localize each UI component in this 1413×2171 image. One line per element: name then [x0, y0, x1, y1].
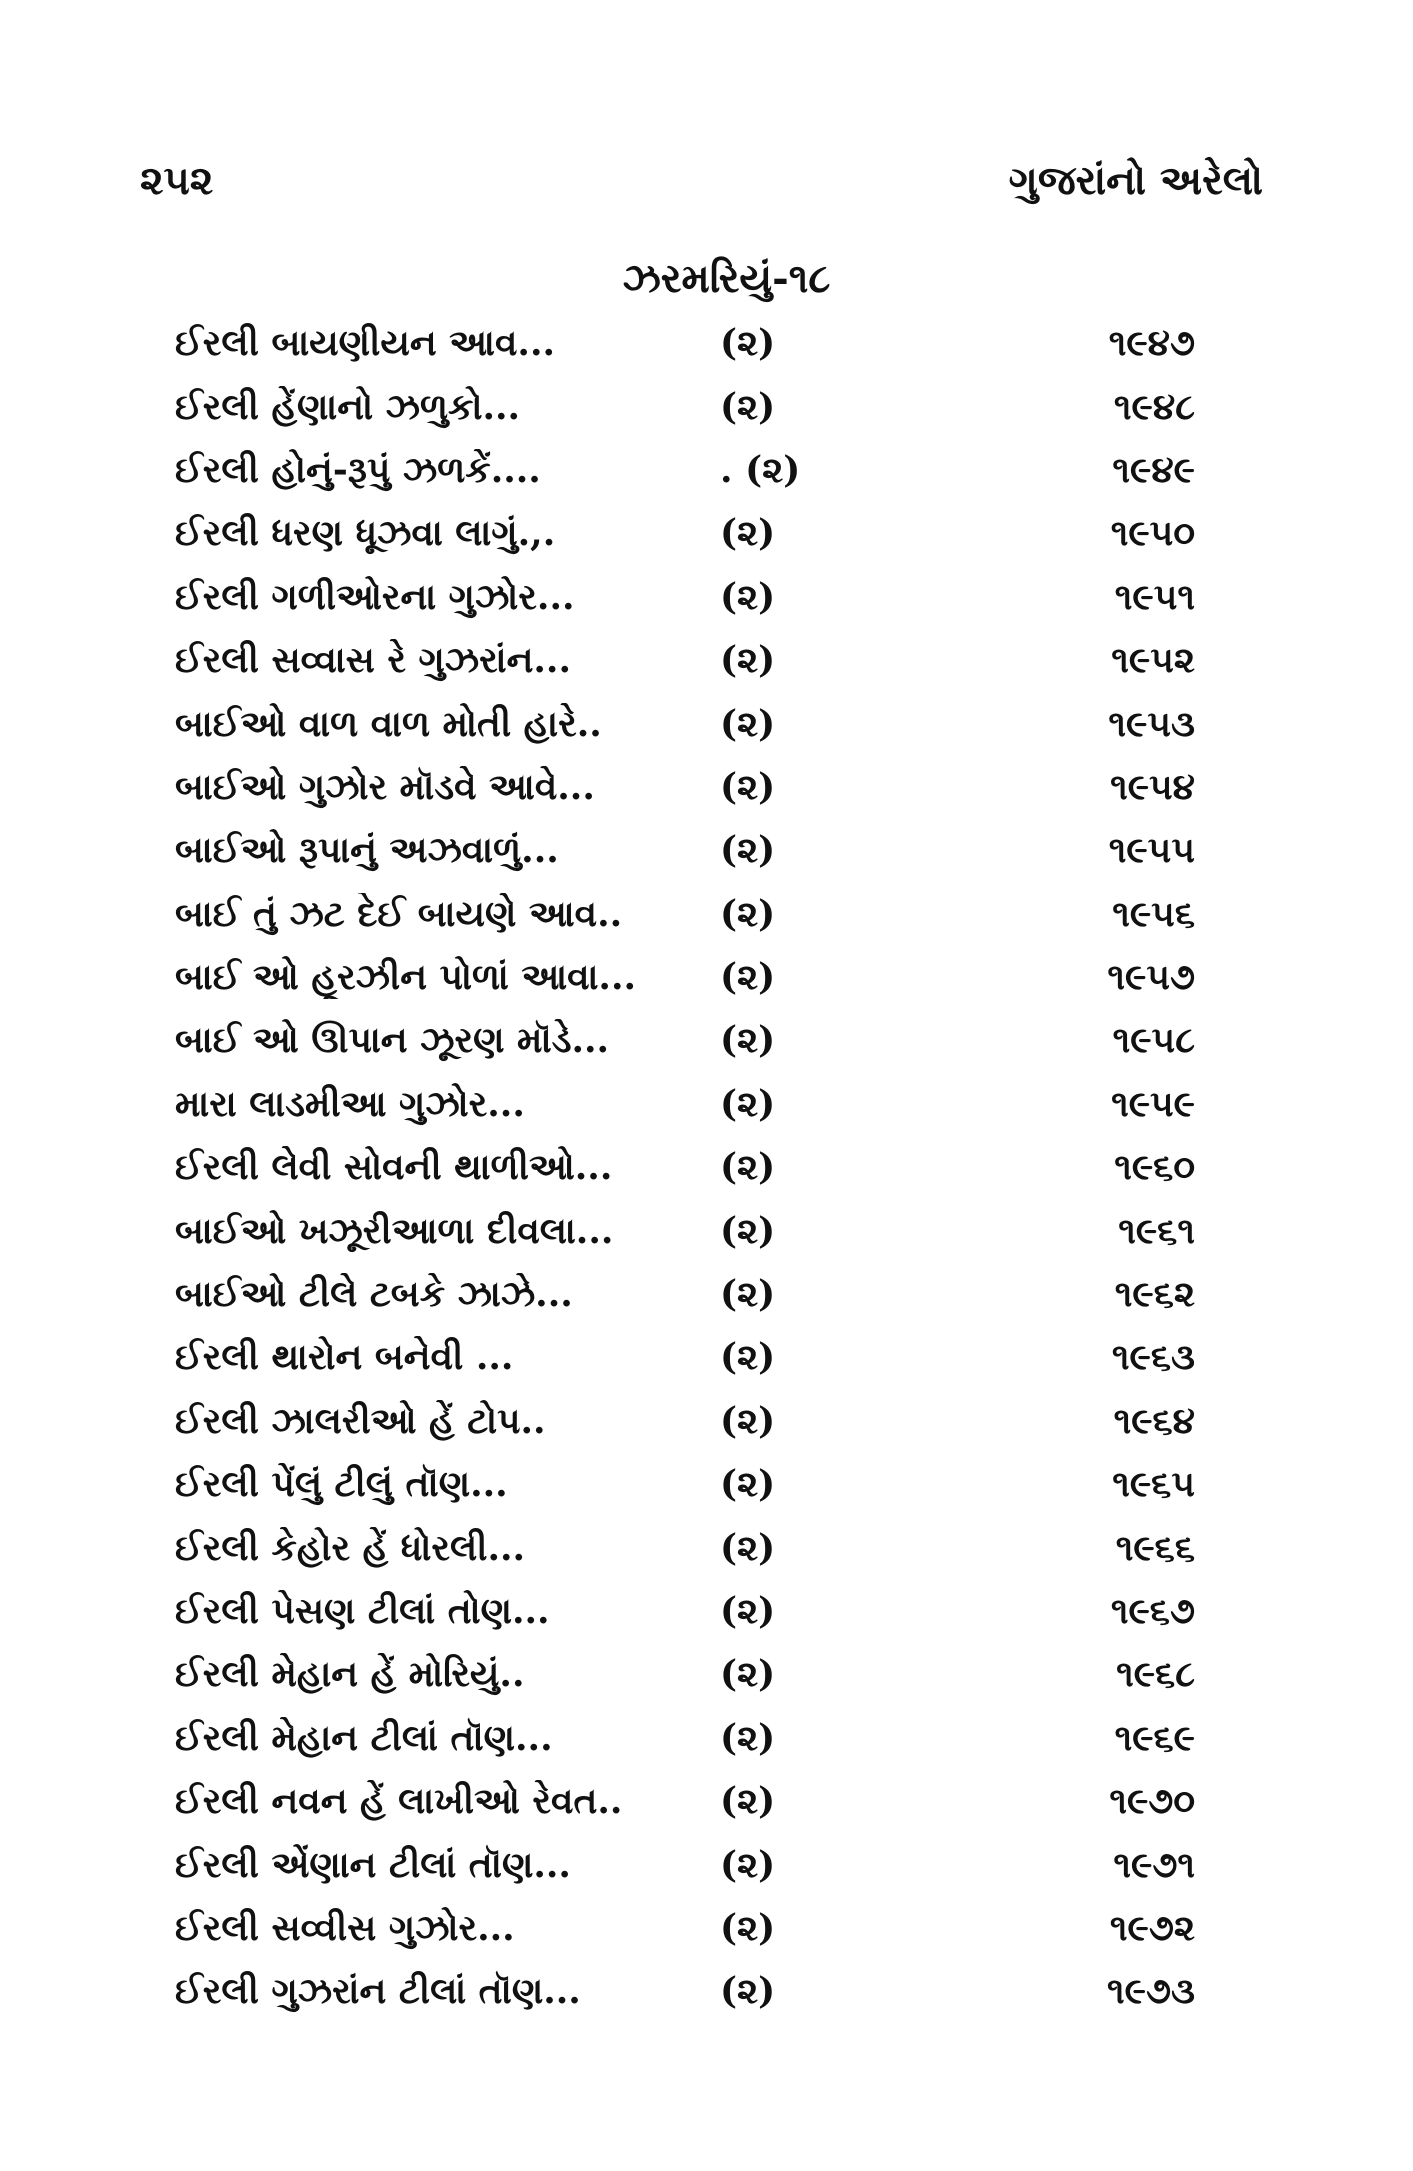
- song-title: ઈરલી કેહોર હેં ધોરલી...: [175, 1526, 526, 1569]
- song-repeat-marker: (૨): [720, 639, 776, 682]
- song-title: બાઈઓ ટીલે ટબકે ઝાઝે...: [175, 1273, 573, 1316]
- song-row: [175, 1960, 1235, 2023]
- song-number: ૧૯૭૨: [1109, 1906, 1195, 1949]
- song-number: ૧૯૫૫: [1108, 829, 1195, 872]
- song-title: ઈરલી ઝાલરીઓ હેં ટોપ..: [175, 1399, 546, 1442]
- song-title: ઈરલી મેહાન ટીલાં તૉણ...: [175, 1716, 553, 1759]
- song-repeat-marker: (૨): [720, 1716, 776, 1759]
- song-number: ૧૯૬૯: [1114, 1716, 1195, 1759]
- song-repeat-marker: (૨): [720, 1209, 776, 1252]
- song-repeat-marker: (૨): [720, 956, 776, 999]
- song-row: [175, 1707, 1235, 1770]
- song-row: [175, 1009, 1235, 1072]
- song-repeat-marker: (૨): [720, 1780, 776, 1823]
- song-row: [175, 375, 1235, 438]
- song-number: ૧૯૬૩: [1111, 1336, 1195, 1379]
- song-number: ૧૯૫૩: [1108, 702, 1195, 745]
- song-row: [175, 1390, 1235, 1453]
- song-repeat-marker: (૨): [720, 1019, 776, 1062]
- song-title: ઈરલી ગળીઓરના ગુઝોર...: [175, 575, 575, 618]
- song-row: [175, 692, 1235, 755]
- song-repeat-marker: (૨): [720, 385, 776, 428]
- song-row: [175, 819, 1235, 882]
- song-title: ઈરલી ગુઝરાંન ટીલાં તૉણ...: [175, 1970, 581, 2013]
- song-repeat-marker: (૨): [720, 1273, 776, 1316]
- song-row: [175, 566, 1235, 629]
- song-list: [175, 312, 1235, 2024]
- song-row: [175, 502, 1235, 565]
- song-number: ૧૯૫૭: [1107, 956, 1195, 999]
- song-number: ૧૯૪૯: [1112, 448, 1195, 491]
- song-repeat-marker: (૨): [720, 1843, 776, 1886]
- song-row: [175, 1770, 1235, 1833]
- song-repeat-marker: (૨): [720, 829, 776, 872]
- book-title: ગુજરાંનો અરેલો: [1008, 156, 1263, 204]
- song-title: બાઈ ઓ ઊપાન ઝૂરણ મૉડે...: [175, 1019, 610, 1062]
- song-title: ઈરલી પેસણ ટીલાં તોણ...: [175, 1590, 550, 1632]
- song-number: ૧૯૬૮: [1116, 1653, 1195, 1696]
- song-row: [175, 1580, 1235, 1643]
- song-title: બાઈઓ ખઝૂરીઆળા દીવલા...: [175, 1209, 614, 1252]
- song-title: ઈરલી ધરણ ધૂઝવા લાગું.,.: [175, 512, 556, 555]
- song-repeat-marker: (૨): [720, 575, 776, 618]
- running-head: [140, 150, 1263, 210]
- song-number: ૧૯૫૪: [1110, 765, 1195, 808]
- song-title: બાઈ ઓ હૂરઝીન પોળાં આવા...: [175, 956, 637, 999]
- song-title: ઈરલી સવ્વીસ ગુઝોર...: [175, 1906, 515, 1949]
- song-title: ઈરલી બાયણીયન આવ...: [175, 322, 556, 365]
- song-title: બાઈઓ વાળ વાળ મોતી હારે..: [175, 702, 602, 745]
- song-row: [175, 1453, 1235, 1516]
- song-title: બાઈઓ ગુઝોર મૉડવે આવે...: [175, 765, 595, 808]
- song-repeat-marker: (૨): [720, 892, 776, 935]
- song-repeat-marker: (૨): [720, 1590, 776, 1632]
- song-row: [175, 1263, 1235, 1326]
- song-number: ૧૯૫૮: [1112, 1019, 1195, 1062]
- song-repeat-marker: (૨): [720, 1336, 776, 1379]
- song-number: ૧૯૬૬: [1115, 1526, 1195, 1569]
- song-row: [175, 629, 1235, 692]
- song-repeat-marker: (૨): [720, 765, 776, 808]
- song-number: ૧૯૭૩: [1107, 1970, 1195, 2013]
- song-repeat-marker: (૨): [720, 1463, 776, 1506]
- song-repeat-marker: (૨): [720, 1906, 776, 1949]
- song-row: [175, 1897, 1235, 1960]
- page-number: ૨૫૨: [140, 156, 214, 204]
- song-row: [175, 1516, 1235, 1579]
- song-number: ૧૯૫૬: [1112, 892, 1195, 935]
- song-number: ૧૯૬૨: [1114, 1273, 1195, 1316]
- song-title: બાઈ તું ઝટ દેઈ બાયણે આવ..: [175, 892, 623, 935]
- song-row: [175, 883, 1235, 946]
- song-row: [175, 312, 1235, 375]
- song-row: [175, 946, 1235, 1009]
- song-repeat-marker: (૨): [720, 512, 776, 555]
- song-repeat-marker: (૨): [720, 1970, 776, 2013]
- song-row: [175, 1136, 1235, 1199]
- song-title: ઈરલી પેંલું ટીલું તૉણ...: [175, 1463, 508, 1506]
- song-number: ૧૯૫૧: [1114, 575, 1195, 618]
- song-title: ઈરલી હોનું-રૂપું ઝળકેં....: [175, 448, 541, 491]
- song-repeat-marker: (૨): [720, 702, 776, 745]
- song-row: [175, 439, 1235, 502]
- song-number: ૧૯૪૭: [1108, 322, 1195, 365]
- song-row: [175, 1073, 1235, 1136]
- song-repeat-marker: (૨): [720, 1146, 776, 1189]
- song-title: ઈરલી સવ્વાસ રે ગુઝરાંન...: [175, 639, 571, 682]
- song-number: ૧૯૬૧: [1118, 1209, 1195, 1252]
- song-repeat-marker: (૨): [720, 1526, 776, 1569]
- song-repeat-marker: (૨): [720, 1399, 776, 1442]
- song-repeat-marker: (૨): [720, 1082, 776, 1125]
- song-repeat-marker: (૨): [720, 1653, 776, 1696]
- song-number: ૧૯૬૫: [1112, 1463, 1195, 1506]
- song-repeat-marker: (૨): [720, 322, 776, 365]
- song-row: [175, 1326, 1235, 1389]
- song-title: બાઈઓ રૂપાનું અઝવાળું...: [175, 829, 559, 872]
- song-title: મારા લાડમીઆ ગુઝોર...: [175, 1082, 525, 1125]
- song-title: ઈરલી એંણાન ટીલાં તૉણ...: [175, 1843, 571, 1886]
- song-title: ઈરલી નવન હેં લાખીઓ રેવત..: [175, 1780, 623, 1823]
- song-number: ૧૯૭૧: [1113, 1843, 1195, 1886]
- song-row: [175, 1643, 1235, 1706]
- song-repeat-marker: . (૨): [720, 448, 801, 491]
- song-row: [175, 1833, 1235, 1896]
- song-title: ઈરલી હેંણાનો ઝળુકો...: [175, 385, 521, 428]
- song-number: ૧૯૪૮: [1113, 385, 1195, 428]
- song-row: [175, 756, 1235, 819]
- section-title: ઝરમરિયું-૧૮: [622, 255, 831, 302]
- song-number: ૧૯૫૦: [1110, 512, 1195, 555]
- song-title: ઈરલી થારોન બનેવી ...: [175, 1336, 514, 1379]
- song-number: ૧૯૫૯: [1111, 1082, 1195, 1125]
- song-number: ૧૯૬૪: [1113, 1399, 1195, 1442]
- song-row: [175, 1199, 1235, 1262]
- song-number: ૧૯૭૦: [1109, 1780, 1195, 1823]
- song-title: ઈરલી લેવી સોવની થાળીઓ...: [175, 1146, 613, 1189]
- song-title: ઈરલી મેહાન હેં મોરિયું..: [175, 1653, 525, 1696]
- song-number: ૧૯૬૦: [1114, 1146, 1195, 1189]
- song-number: ૧૯૬૭: [1110, 1590, 1195, 1632]
- song-number: ૧૯૫૨: [1111, 639, 1195, 682]
